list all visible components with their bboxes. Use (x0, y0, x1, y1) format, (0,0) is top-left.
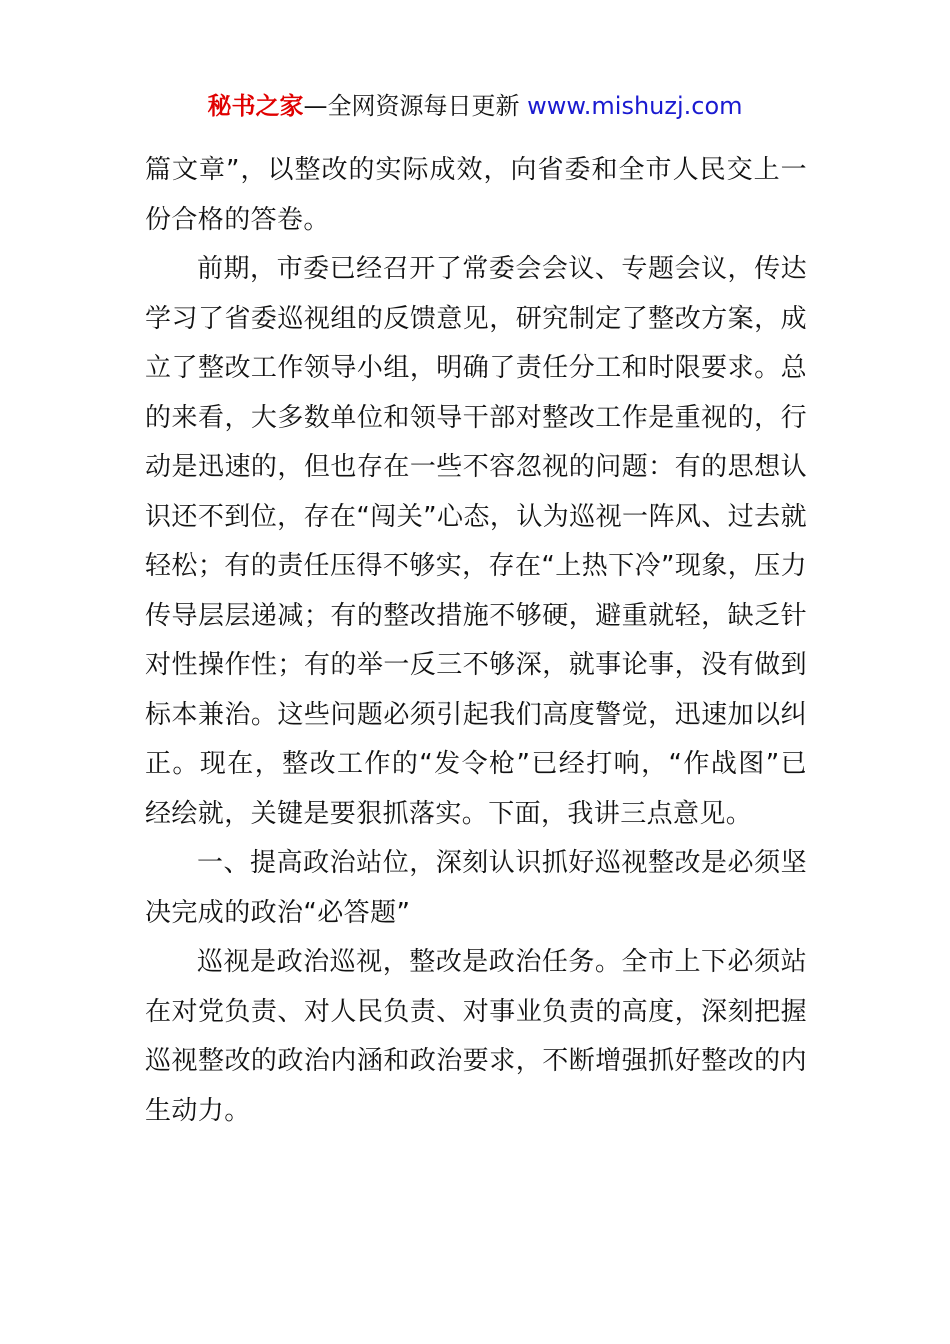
brand-name: 秘书之家 (207, 92, 304, 120)
paragraph-body: 巡视是政治巡视，整改是政治任务。全市上下必须站在对党负责、对人民负责、对事业负责的高度，深刻把握巡视整改的政治内涵和政治要求，不断增强抓好整改的内生动力。 (145, 947, 807, 1126)
paragraph-body: 前期，市委已经召开了常委会会议、专题会议，传达学习了省委巡视组的反馈意见，研究制定了整改方案，成立了整改工作领导小组，明确了责任分工和时限要求。总的来看，大多数单位和领导干部对整改工作是重视的，行动是迅速的，但也存在一些不容忽视的问题：有的思想认识还不到位，存在“闯关”心态，认为巡视一阵风、过去就轻松；有的责任压得不够实，存在“上热下冷”现象，压力传导层层递减；有的整改措施不够硬，避重就轻，缺乏针对性操作性；有的举一反三不够深，就事论事，没有做到标本兼治。这些问题必须引起我们高度警觉，迅速加以纠正。现在，整改工作的“发令枪”已经打响，“作战图”已经绘就，关键是要狠抓落实。下面，我讲三点意见。 (145, 254, 807, 829)
site-url-link[interactable]: www.mishuzj.com (527, 92, 743, 120)
document-body (145, 146, 807, 1136)
header-tagline: —全网资源每日更新 (303, 92, 520, 120)
section-heading: 一、提高政治站位，深刻认识抓好巡视整改是必须坚决完成的政治“必答题” (145, 848, 807, 928)
site-header (0, 86, 950, 126)
paragraph-continuation: 篇文章”，以整改的实际成效，向省委和全市人民交上一份合格的答卷。 (145, 155, 807, 235)
